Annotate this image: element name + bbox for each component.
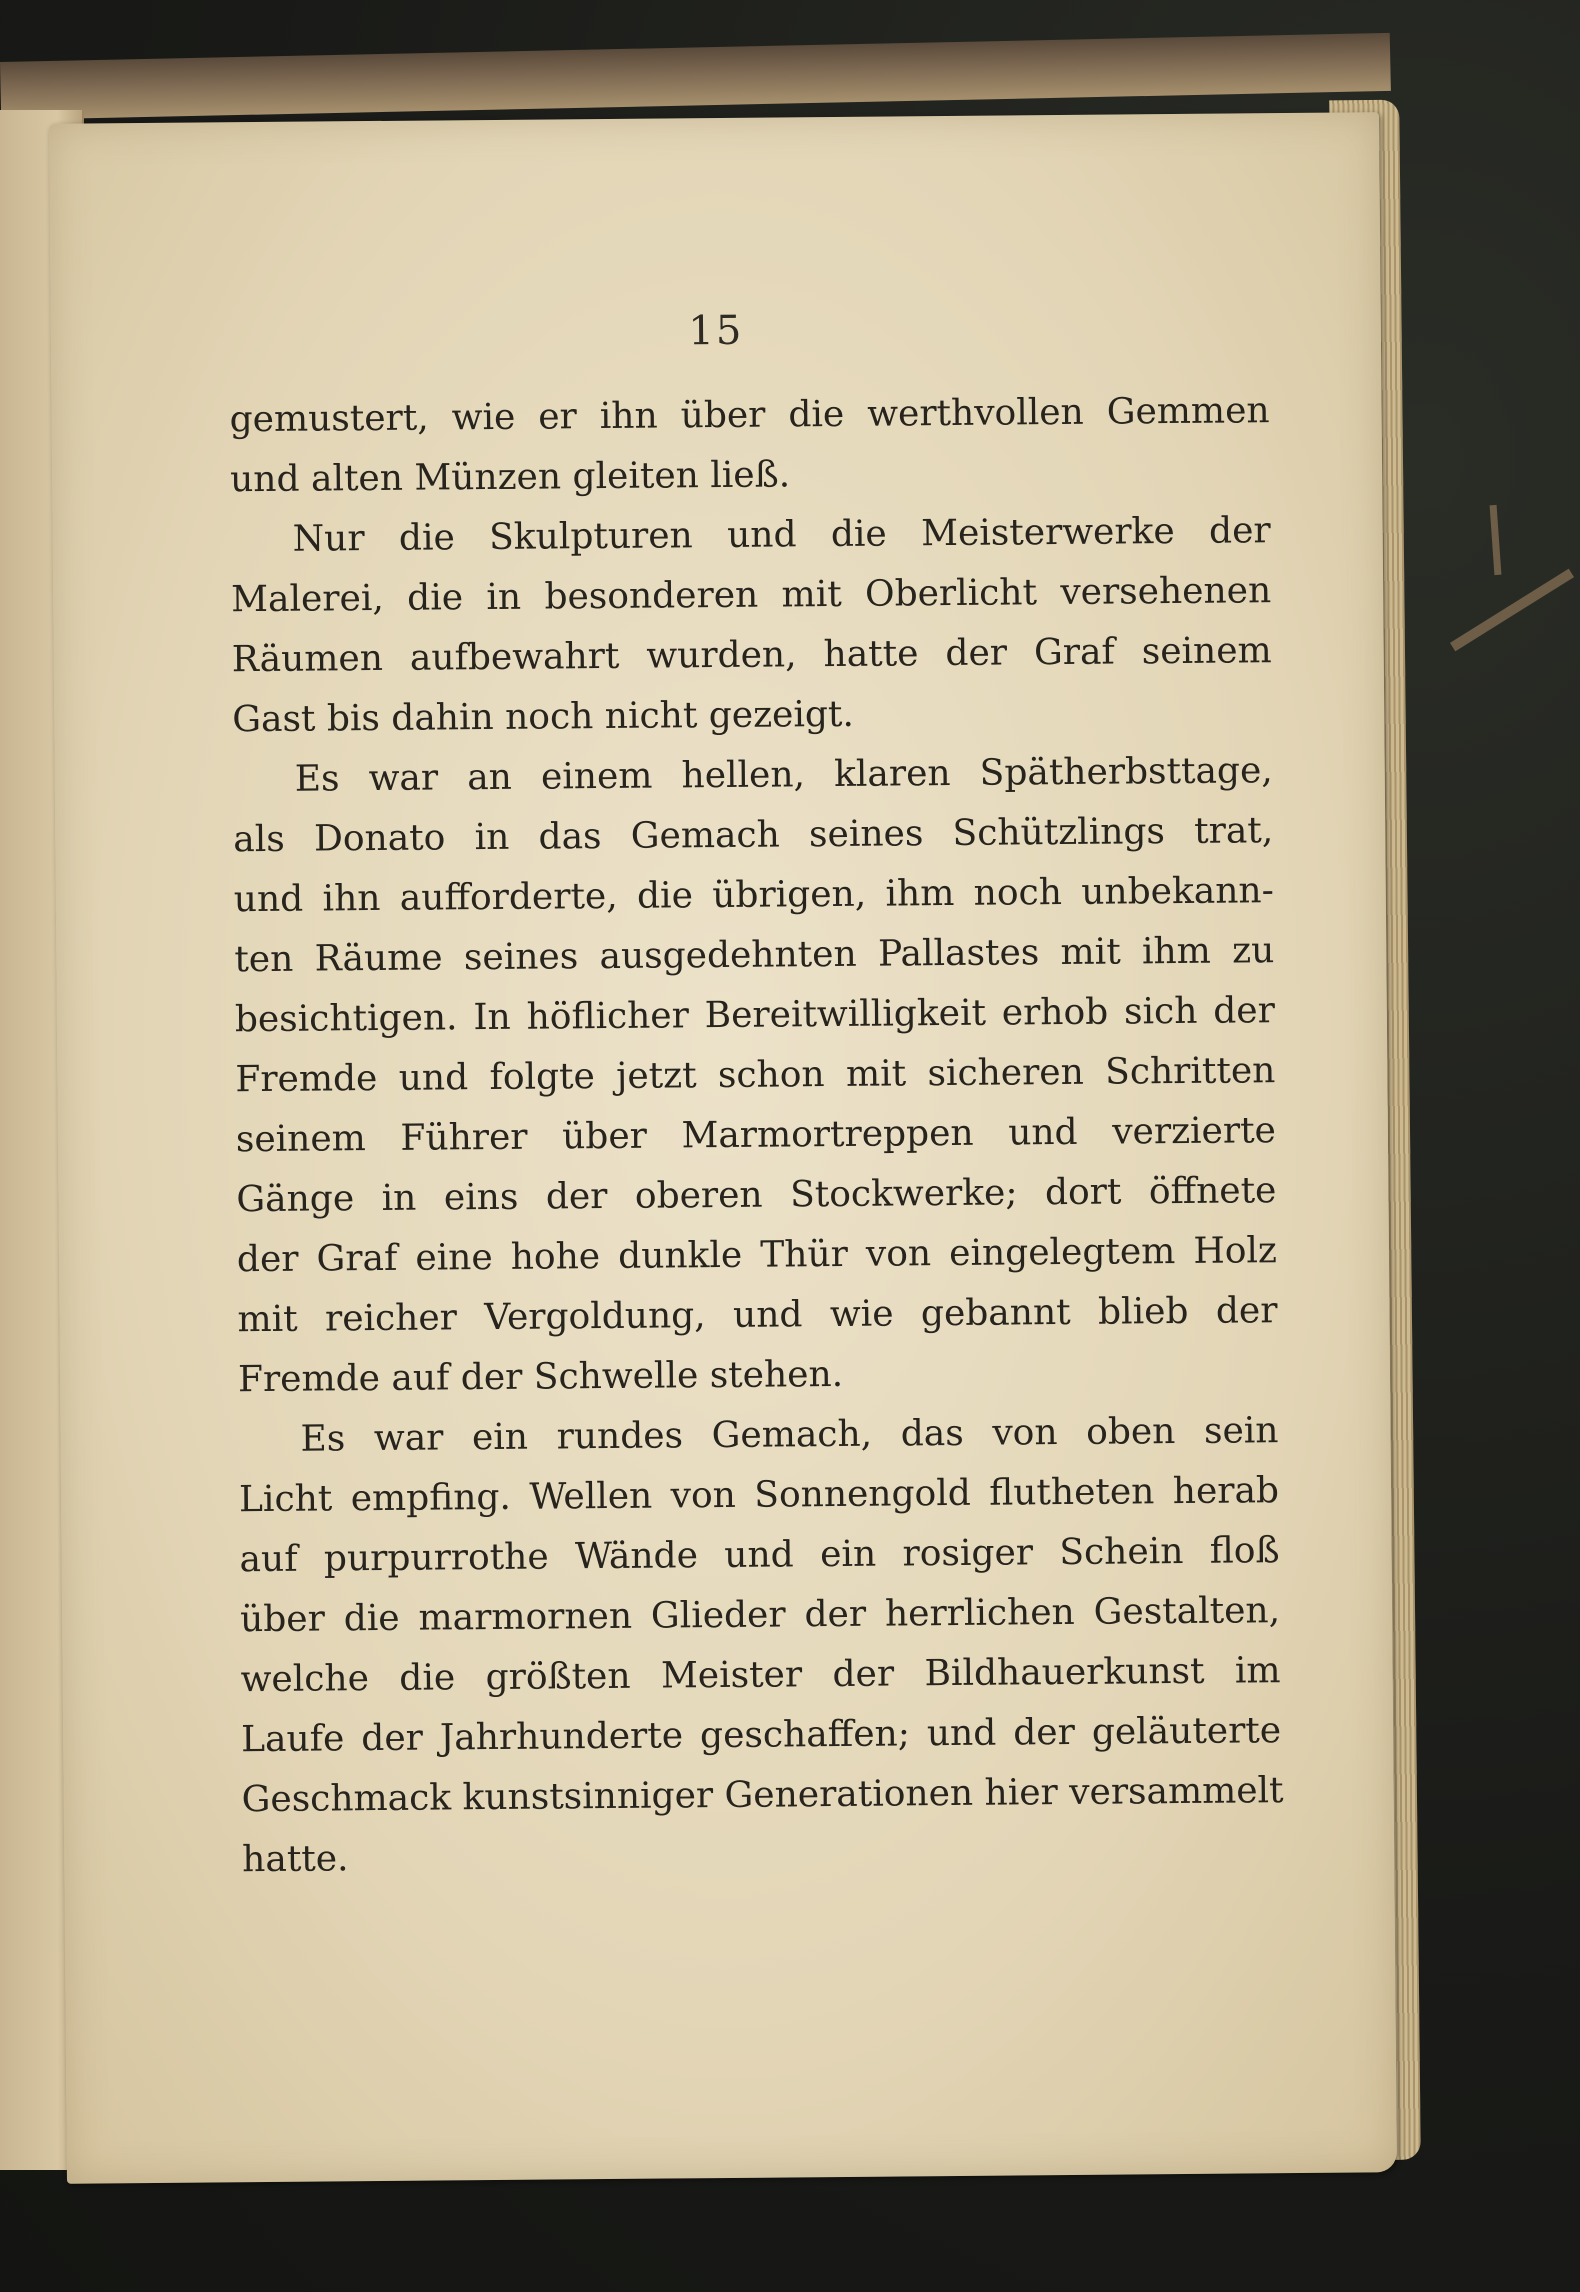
text-line: mit reicher Vergoldung, und wie gebannt blieb der [237, 1290, 1278, 1341]
paragraph [238, 1401, 1282, 1890]
text-line: welche die größten Meister der Bildhauerkunst im [240, 1650, 1281, 1701]
text-line: und alten Münzen gleiten ließ. [229, 454, 791, 501]
text-line: der Graf eine hohe dunkle Thür von eingelegtem Holz [236, 1230, 1278, 1281]
text-line: Es war an einem hellen, klaren Spätherbsttage, [294, 750, 1273, 800]
paragraph [229, 381, 1270, 510]
paragraph [230, 501, 1272, 750]
text-line: hatte. [242, 1838, 349, 1881]
text-line: über die marmornen Glieder der herrlichen Gestalten, [239, 1590, 1281, 1641]
page-number: 15 [688, 307, 744, 355]
text-line: seinem Führer über Marmortreppen und verzierte [235, 1110, 1277, 1161]
page-body-text [229, 381, 1282, 1890]
text-line: und ihn aufforderte, die übrigen, ihm noch unbekann- [233, 870, 1274, 921]
text-line: Es war ein rundes Gemach, das von oben sein [300, 1410, 1279, 1460]
text-line: Laufe der Jahrhunderte geschaffen; und der geläuterte [240, 1710, 1282, 1761]
paragraph [233, 741, 1279, 1410]
text-line: Gänge in eins der oberen Stockwerke; dort öffnete [236, 1170, 1277, 1221]
text-line: Malerei, die in besonderen mit Oberlicht versehenen [231, 570, 1272, 621]
text-line: Licht empfing. Wellen von Sonnengold flutheten herab [238, 1470, 1280, 1521]
text-line: Fremde und folgte jetzt schon mit sicheren Schritten [235, 1050, 1276, 1101]
text-line: ten Räume seines ausgedehnten Pallastes mit ihm zu [234, 930, 1275, 981]
text-line: Geschmack kunstsinniger Generationen hier versammelt [241, 1770, 1284, 1821]
book-page [49, 112, 1397, 2184]
text-line: auf purpurrothe Wände und ein rosiger Schein floß [239, 1530, 1280, 1581]
text-line: Gast bis dahin noch nicht gezeigt. [232, 693, 855, 741]
text-line: Räumen aufbewahrt wurden, hatte der Graf seinem [231, 630, 1272, 681]
text-line: besichtigen. In höflicher Bereitwilligkeit erhob sich der [234, 990, 1276, 1041]
text-line: Nur die Skulpturen und die Meisterwerke der [292, 510, 1271, 560]
text-line: als Donato in das Gemach seines Schützlings trat, [233, 810, 1274, 861]
text-line: gemustert, wie er ihn über die werthvollen Gemmen [229, 390, 1270, 441]
text-line: Fremde auf der Schwelle stehen. [237, 1353, 844, 1401]
